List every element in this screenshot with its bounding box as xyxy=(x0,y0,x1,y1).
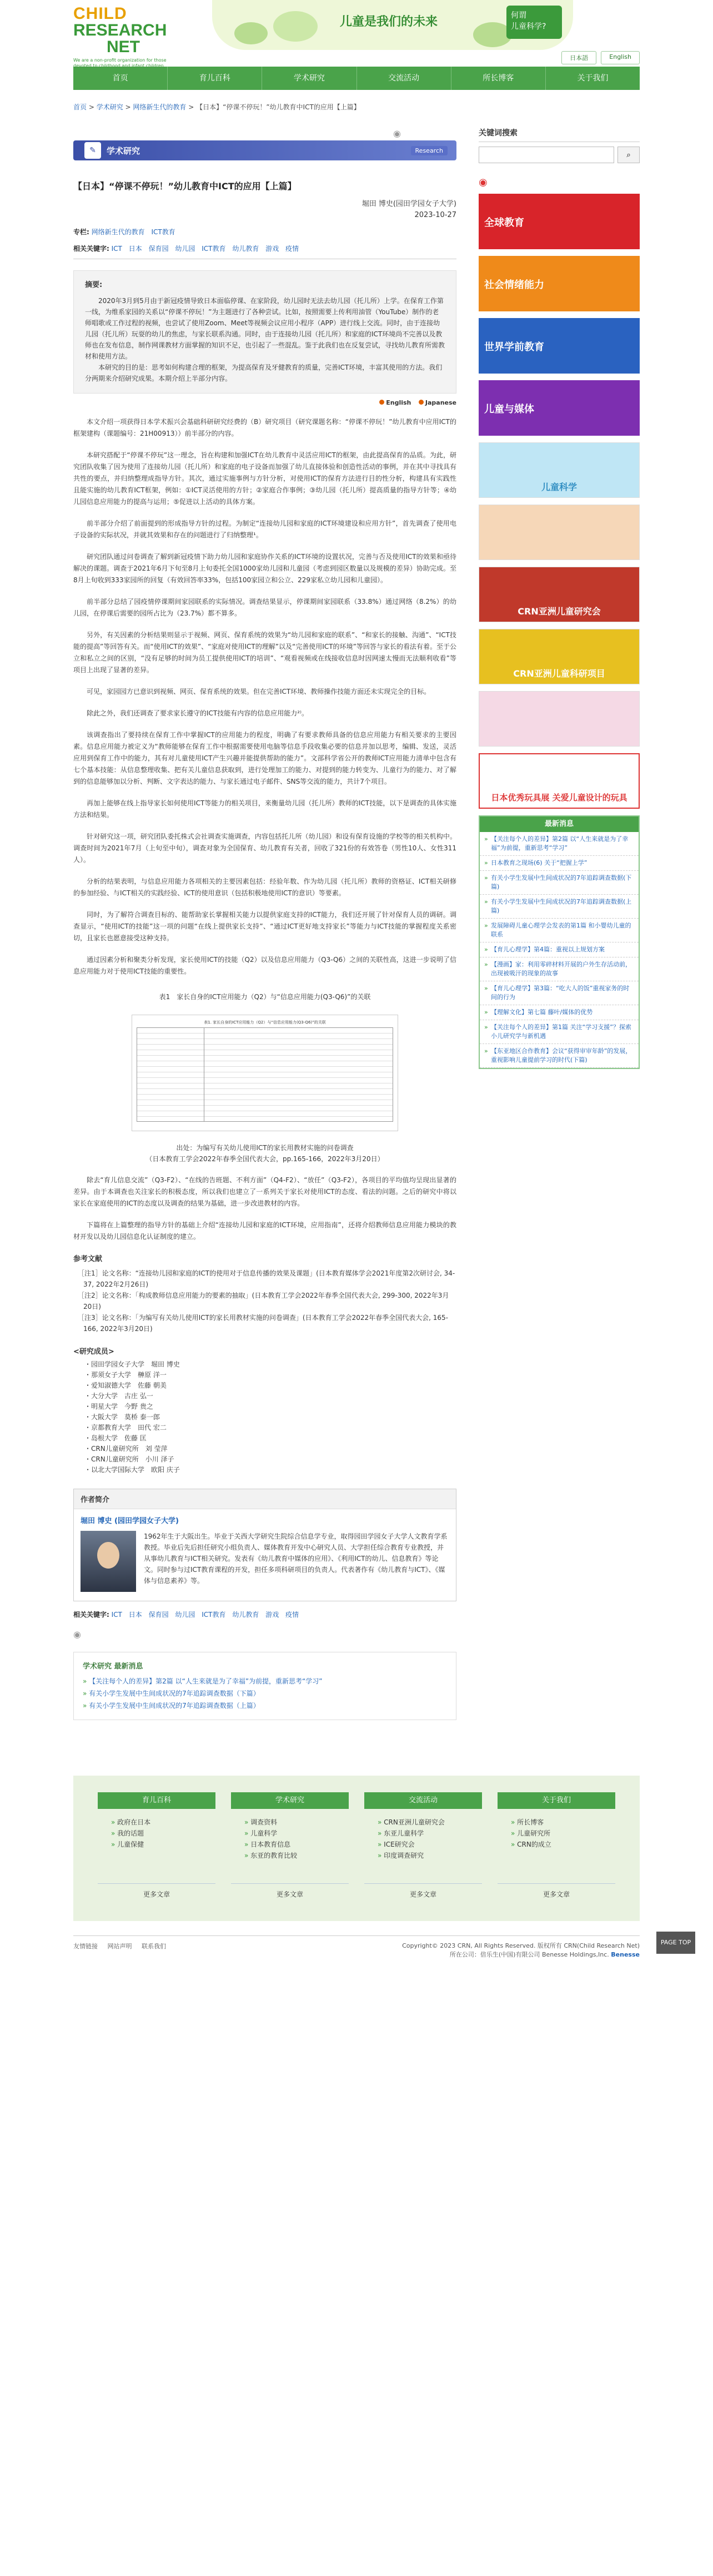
article-date: 2023-10-27 xyxy=(414,211,456,219)
bullet-icon xyxy=(379,400,384,405)
footer-link[interactable]: » 儿童保健 xyxy=(111,1839,215,1850)
article-main xyxy=(73,127,456,1720)
member-item: ・ 京都教育大学 田代 宏二 xyxy=(84,1423,456,1433)
table-grid xyxy=(137,1027,393,1122)
member-item: ・ 以北大学国际大学 欧阳 庆子 xyxy=(84,1465,456,1475)
author-profile xyxy=(73,1489,456,1601)
related-link[interactable]: » 有关小学生发展中生间成状况的7年追踪调查数据（下篇） xyxy=(83,1687,447,1700)
footer-bottom xyxy=(73,1935,640,1982)
article-keywords-bottom xyxy=(73,1609,456,1620)
japanese-version-link[interactable]: Japanese xyxy=(419,399,456,406)
breadcrumb-current: 【日本】“停课不停玩！”幼儿教育中ICT的应用【上篇】 xyxy=(196,103,360,111)
author-photo xyxy=(81,1531,136,1592)
footer-link[interactable]: » 政府在日本 xyxy=(111,1817,215,1828)
body-paragraph: 分析的结果表明，与信息应用能力各项相关的主要因素包括：经验年数、作为幼儿园（托儿所）教师的资格证、ICT相关研修的参加经验、与ICT相关的实践经验、ICT的使用意识（包括积极地使用ICT的意识）等要素。 xyxy=(73,878,456,897)
news-link[interactable]: » 【漫画】家：利用零碎材料开展的户外生存活动前，出现被吸汗的现象的故事 xyxy=(480,957,639,981)
source-line: 出处：为编写有关幼儿使用ICT的家长用教材实施的问卷调查 xyxy=(176,1144,354,1152)
copyright: Copyright© 2023 CRN, All Rights Reserved. 版权所有 CRN(Child Research Net) xyxy=(402,1942,640,1949)
banner-crn-asia-project[interactable] xyxy=(479,629,640,684)
keyword-link[interactable]: ICT教育 xyxy=(202,245,226,253)
nav-item-blog[interactable]: 所长博客 xyxy=(451,67,546,90)
english-version-link[interactable]: English xyxy=(379,399,411,406)
body-paragraph: 本研究搭配于“停课不停玩”这一理念，旨在构建和加强ICT在幼儿教育中灵活应用ICT的框架，由此提高保育的品质。为此，研究团队收集了因为使用了连接幼儿园（托儿所）和家庭的电子设备而加强了幼儿直接体验和创造性活动的事例，并在其中寻找具有共性的要点，并归纳整理成指导方针。其次，通过实施事例与方针分析，对使用ICT的保育方法进行目的性分析，构建具有实践性且能实施的幼儿教育ICT框架，例如：①ICT灵活使用的方针；②家庭合作事例；③幼儿园（托儿所）提高质量的指导方针等；④幼儿园信息应用能力的提高与运用；⑤促进以上活动的具体方案。 xyxy=(73,451,456,506)
news-link[interactable]: » 【关注每个人的差异】第1篇 关注“学习支援”？探索小儿研究学与新机遇 xyxy=(480,1020,639,1044)
news-link[interactable]: » 有关小学生发展中生间成状况的7年追踪调查数据(下篇) xyxy=(480,871,639,895)
footer-link[interactable]: » CRN亚洲儿童研究会 xyxy=(378,1817,482,1828)
table-image-title: 表1. 家长自身的ICT应用能力（Q2）与“信息应用能力(Q3-Q6)”的关联 xyxy=(204,1020,326,1025)
keyword-link[interactable]: 游戏 xyxy=(265,1611,279,1619)
table-caption: 表1 家长自身的ICT应用能力（Q2）与“信息应用能力(Q3-Q6)”的关联 xyxy=(159,993,371,1001)
table-source xyxy=(73,1142,456,1165)
what-is-child-science-button[interactable]: 何谓 儿童科学? xyxy=(506,6,562,39)
banner-label: CRN亚洲儿童科研项目 xyxy=(513,668,605,679)
news-link[interactable]: » 有关小学生发展中生间成状况的7年追踪调查数据(上篇) xyxy=(480,895,639,919)
keyword-link[interactable]: 日本 xyxy=(128,245,142,253)
related-news xyxy=(73,1652,456,1720)
footer-link[interactable]: » 我的话题 xyxy=(111,1828,215,1839)
footer-col-title[interactable]: 交流活动 xyxy=(364,1792,482,1809)
article-abstract xyxy=(73,270,456,394)
banner-label: 社会情绪能力 xyxy=(484,279,544,291)
abstract-paragraph: 本研究的目的是：思考如何构建合理的框架，为提高保育及牙健教育的质量，完善ICT环境，丰富其使用的方法。我们分两期来介绍研究成果。本期介绍上半部分内容。 xyxy=(85,364,443,382)
author-profile-title: 作者简介 xyxy=(74,1489,456,1509)
research-members xyxy=(73,1345,456,1475)
news-link[interactable]: » 发展障碍儿童心理学会发表的第1篇 和小婴幼儿童的联系 xyxy=(480,919,639,942)
site-logo[interactable] xyxy=(73,0,173,68)
footer-col-about xyxy=(498,1792,615,1899)
main-nav xyxy=(73,67,640,90)
related-link[interactable]: » 有关小学生发展中生间成状况的7年追踪调查数据（上篇） xyxy=(83,1700,447,1712)
footer-link[interactable]: » 印度调查研究 xyxy=(378,1850,482,1861)
header-slogan: 儿童是我们的未来 xyxy=(340,15,438,29)
footer-link[interactable]: » 东亚的教育比较 xyxy=(244,1850,349,1861)
footer-bottom-link[interactable]: 网站声明 xyxy=(107,1943,132,1950)
search-button[interactable] xyxy=(617,147,640,163)
benesse-logo[interactable]: Benesse xyxy=(611,1951,640,1958)
keyword-link[interactable]: 疫情 xyxy=(285,1611,299,1619)
footer-link[interactable]: » 儿童科学 xyxy=(244,1828,349,1839)
column-link[interactable]: 网络新生代的教育 xyxy=(91,228,145,236)
footer-link[interactable]: » 所长博客 xyxy=(511,1817,615,1828)
article-title: 【日本】“停课不停玩！”幼儿教育中ICT的应用【上篇】 xyxy=(73,181,297,191)
nav-item-research[interactable]: 学术研究 xyxy=(262,67,356,90)
keyword-link[interactable]: 游戏 xyxy=(265,245,279,253)
keyword-link[interactable]: 疫情 xyxy=(285,245,299,253)
footer-link[interactable]: » 日本教育信息 xyxy=(244,1839,349,1850)
lang-english-button[interactable]: English xyxy=(601,51,640,64)
column-link[interactable]: ICT教育 xyxy=(151,228,175,236)
logo-tagline: We are a non-profit organization for those devoted to childhood and infant children. xyxy=(73,58,167,68)
banner-label: 日本优秀玩具展 关爱儿童设计的玩具 xyxy=(491,793,627,803)
nav-item-parenting[interactable]: 育儿百科 xyxy=(168,67,262,90)
member-item: ・ 明星大学 今野 贵之 xyxy=(84,1402,456,1412)
footer-bottom-link[interactable]: 联系我们 xyxy=(142,1943,166,1950)
article-author: 堀田 博史(园田学园女子大学) xyxy=(361,200,456,208)
reference-item: ［注3］论文名称：「为编写有关幼儿使用ICT的家长用教材实施的问卷调查」(日本教育工学会2022年春季全国代表大会, 165-166, 2022年3月20日) xyxy=(78,1314,448,1333)
banner-world-preschool[interactable] xyxy=(479,318,640,374)
footer-col-events xyxy=(364,1792,482,1899)
article-body xyxy=(73,416,456,977)
banner-kids[interactable] xyxy=(479,691,640,747)
news-link[interactable]: » 【东亚地区合作教育】会议“获得审审年龄”的发展，重视影响儿童提前学习的时代(下篇) xyxy=(480,1044,639,1068)
body-paragraph: 该调查指出了要持续在保育工作中掌握ICT的应用能力的程度，明确了有要求教师具备的信息应用能力有相关要求的主要因素。信息应用能力被定义为“教师能够在保育工作中根据需要使用电脑等信息手段收集必要的信息并加以思考，编辑、发送，灵活应用到保育工作中的能力，其有对儿童使用ICT产生兴趣并能提供帮助的能力”。文部科学省公开的教师ICT应用能力清单中包含有七个基本技能：从信息整理收集、把有关儿童信息获取到，进行处理加工的能力、对提到的能力转变为、儿童行为的能力、对了解到的信息能够加以分析、判断、文字表达的能力、与家长通过电子邮件、SNS等交流的能力，共计7个项目。 xyxy=(73,731,456,785)
company-info: 所在公司：倍乐生(中国)有限公司 Benesse Holdings,Inc. xyxy=(449,1951,609,1958)
sidebar xyxy=(479,127,640,1720)
banner-label: 全球教育 xyxy=(484,217,524,229)
keyword-link[interactable]: ICT xyxy=(111,245,122,253)
body-paragraph: 研究团队通过问卷调查了解到新冠疫情下助力幼儿园和家庭协作关系的ICT环境的设置状况，完善与否及使用ICT的效果和亟待解决的课题。调查于2021年6月下旬至8月上旬委托全国1000家幼儿园和儿童园（考虑到园区数量以及规模的差异）协助完成。至8月上旬收到333家园所的回复（有效回答率33%，包括100家园立和公立、229家私立幼儿园和儿童园）。 xyxy=(73,553,456,584)
footer-more-link[interactable]: 更多文章 xyxy=(98,1883,215,1899)
member-item: ・ 爱知淑德大学 佐藤 朝美 xyxy=(84,1380,456,1391)
banner-social-emotional[interactable] xyxy=(479,256,640,311)
member-item: ・ CRN儿童研究所 小川 泽子 xyxy=(84,1454,456,1465)
tree-illustration xyxy=(234,22,268,44)
body-paragraph: 通过因素分析和聚类分析发现，家长使用ICT的技能（Q2）以及信息应用能力（Q3-Q6）之间的关联性高，这进一步说明了信息应用能力对于使用ICT技能的重要性。 xyxy=(73,956,456,975)
footer-col-title[interactable]: 育儿百科 xyxy=(98,1792,215,1809)
keyword-link[interactable]: 保育园 xyxy=(148,245,169,253)
breadcrumb-home[interactable]: 首页 xyxy=(73,103,87,111)
search-icon: ⌕ xyxy=(626,150,631,159)
table-image[interactable] xyxy=(132,1015,398,1131)
research-icon: ✎ xyxy=(84,142,101,159)
reference-item: ［注2］论文名称：「构成教师信息应用能力的要素的抽取」(日本教育工学会2022年春季全国代表大会, 299-300, 2022年3月20日) xyxy=(78,1292,449,1310)
body-paragraph: 可见，家园园方已意识到视频、网页、保育系统的效果。但在完善ICT环境、教师操作技能方面还未实现完全的目标。 xyxy=(87,688,431,695)
author-description: 1962年生于大阪出生。毕业于关西大学研究生院综合信息学专业，取得园田学园女子大学人文教育学系教授。毕业后先后担任研究小组负责人、媒体教育开发中心研究人员、大学担任综合教育专业教授，并从事幼儿教育与ICT相关研究。发表有《幼儿教育中媒体的应用》、《利用ICT的幼儿、信息教育》等论文。同时参与过ICT教育课程的开发，担任多项科研项目的负责人。代表著作有《幼儿教育与ICT》、《媒体与信息素养》等。 xyxy=(144,1533,448,1585)
body-paragraph: 针对研究这一项，研究团队委托株式会社调查实施调查，内容包括托儿所（幼儿园）和设有保育设施的学校等的相关机构中。调查时间为2021年7月（上旬至中旬），调查对象为全国保育、幼儿教育有关者，回收了321份的有效答卷（男性10人、女性311人）。 xyxy=(73,833,456,864)
body-paragraph: 下篇将在上篇整理的指导方针的基础上介绍“连接幼儿园和家庭的ICT环境，应用指南”，还将介绍教师信息应用能力模块的教材开发以及幼儿园信息化认证制度的建立。 xyxy=(73,1221,456,1241)
nav-item-about[interactable]: 关于我们 xyxy=(577,74,609,83)
tree-illustration xyxy=(273,11,318,42)
logo-line-2: RESEARCH xyxy=(73,21,167,39)
weibo-icon[interactable]: ◉ xyxy=(479,177,488,188)
footer-col-title[interactable]: 学术研究 xyxy=(231,1792,349,1809)
footer-link[interactable]: » ICE研究会 xyxy=(378,1839,482,1850)
member-item: ・ CRN儿童研究所 刘 莹萍 xyxy=(84,1444,456,1454)
breadcrumb-column[interactable]: 网络新生代的教育 xyxy=(133,103,187,111)
breadcrumb: 首页 > 学术研究 > 网络新生代的教育 > 【日本】“停课不停玩！”幼儿教育中ICT的应用【上篇】 xyxy=(73,103,360,111)
footer-bottom-link[interactable]: 友情链接 xyxy=(73,1943,98,1950)
page-top-button[interactable]: PAGE TOP xyxy=(656,1932,695,1954)
source-line: （日本教育工学会2022年春季全国代表大会，pp.165-166，2022年3月20日） xyxy=(145,1155,384,1163)
breadcrumb-research[interactable]: 学术研究 xyxy=(96,103,123,111)
banner-crn-asia[interactable] xyxy=(479,567,640,622)
reference-item: ［注1］论文名称：“连接幼儿园和家庭的ICT的使用对于信息传播的效果及课题」(日本教育媒体学会2021年度第2次研讨会, 34-37, 2022年2月26日) xyxy=(78,1269,455,1288)
news-link[interactable]: » 日本教育之现场(6) 关于“把握上学” xyxy=(480,856,639,871)
keyword-link[interactable]: 日本 xyxy=(128,1611,142,1619)
banner-label: 世界学前教育 xyxy=(484,341,544,353)
banner-global-education[interactable] xyxy=(479,194,640,249)
section-header xyxy=(73,140,456,160)
logo-line-3: NET xyxy=(107,38,140,56)
site-header xyxy=(73,0,640,67)
banner-label: 儿童与媒体 xyxy=(484,404,534,415)
banner-children-media[interactable] xyxy=(479,380,640,436)
abstract-paragraph: 2020年3月到5月由于新冠疫情导致日本面临停课、在家阶段，幼儿园时无法去幼儿园（托儿所）上学。在保育工作第一线，为维系家园的关系以“停课不停玩！”为主题进行了各种尝试。比如，按照需要上传利用油管（YouTube）制作的老师唱歌或工作过程的视频，也尝试了使用Zoom、Meet等视频会议应用小程序（APP）进行线上交流。同时，由于连接幼儿园（托儿所）玩耍的幼儿的焦虑，与家长联系沟通。同时，由于连接幼儿园（托儿所）和家庭的ICT环境尚不完善以及教师也在发布信息，制作网课教材方面掌握的知识不足，也引起了一些混乱。鉴于此我们也在反复尝试，寻找幼儿教育所需教材和使用方法。 xyxy=(85,297,445,360)
nav-item-events[interactable]: 交流活动 xyxy=(357,67,451,90)
footer-col-title[interactable]: 关于我们 xyxy=(498,1792,615,1809)
banner-photo[interactable] xyxy=(479,505,640,560)
keyword-link[interactable]: 幼儿园 xyxy=(175,245,195,253)
news-link[interactable]: » 【育儿心理学】第3篇：“吃大人的饭”重视家务的时间的行为 xyxy=(480,981,639,1005)
member-item: ・ 园田学园女子大学 堀田 博史 xyxy=(84,1359,456,1370)
keyword-link[interactable]: 幼儿园 xyxy=(175,1611,195,1619)
member-item: ・ 岛根大学 佐藤 匡 xyxy=(84,1433,456,1444)
nav-item-home[interactable]: 首页 xyxy=(73,67,168,90)
body-paragraph: 除去“育儿信息交流”（Q3-F2）、“在线的告班题、不利方面”（Q4-F2）、“放任”（Q3-F2），各项目的平均值均呈现出显著的差异。由于本调查也关注家长的积极态度，所以我们也建立了一系列关于家长对使用ICT的态度、看法的问题。之后的研究中将以家长在家庭使用的ICT的态度以及调查的结果为基础，进一步改进教材的内容。 xyxy=(73,1176,456,1207)
search-label: 关键词搜索 xyxy=(479,129,518,138)
members-title: <研究成员> xyxy=(73,1348,114,1356)
footer-link[interactable]: » CRN的成立 xyxy=(511,1839,615,1850)
author-profile-name[interactable]: 堀田 博史 (园田学园女子大学) xyxy=(81,1517,179,1525)
related-link[interactable]: » 【关注每个人的差异】第2篇 以“人生来就是为了幸福”为前提，重新思考“学习” xyxy=(83,1675,447,1687)
section-title: 学术研究 xyxy=(107,145,140,156)
keyword-link[interactable]: ICT xyxy=(111,1611,122,1619)
body-paragraph: 再加上能够在线上指导家长如何使用ICT等能力的相关项目，来衡量幼儿园（托儿所）教师的ICT技能，以下是调查的具体实施方法和结果。 xyxy=(73,799,456,819)
section-english-label: Research xyxy=(411,146,448,155)
article-columns xyxy=(73,226,456,238)
member-item: ・ 大分大学 古庄 弘一 xyxy=(84,1391,456,1402)
keyword-link[interactable]: 幼儿教育 xyxy=(232,245,259,253)
bullet-icon xyxy=(419,400,424,405)
banner-toy-award[interactable] xyxy=(479,753,640,809)
keywords-label: 相关关键字: xyxy=(73,245,109,253)
body-paragraph: 另外，有关因素的分析结果则显示于视频、网页、保育系统的效果为“幼儿园和家庭的联系”、“和家长的接触、沟通”、“ICT技能的提高”等回答有关。而“使用ICT的效果”、“家庭对使用ICT的理解”以及“完善使用ICT的环境”等回答与家长的看法有着。至于公立和私立之间的区别，“没有足够的时间为员工提供使用ICT的培训”、“观看视频或在线接收信息时因网速太慢而无法顺利收看”等项目上出现了显著的差异。 xyxy=(73,631,456,674)
footer-more-link[interactable]: 更多文章 xyxy=(364,1883,482,1899)
keywords-label: 相关关键字: xyxy=(73,1611,109,1619)
article-keywords xyxy=(73,243,456,254)
news-link[interactable]: » 【关注每个人的差异】第2篇 以“人生来就是为了幸福”为前提，重新思考“学习” xyxy=(480,832,639,856)
columns-label: 专栏: xyxy=(73,228,89,236)
weibo-share-icon[interactable]: ◉ xyxy=(73,1629,81,1640)
member-item: ・ 大阪大学 莫桥 泰一郎 xyxy=(84,1412,456,1423)
banner-child-science[interactable] xyxy=(479,442,640,498)
news-title: 最新消息 xyxy=(480,816,639,832)
references xyxy=(73,1253,456,1334)
news-link[interactable]: » 【理解文化】第七篇 藤叶/媒体的优势 xyxy=(480,1005,639,1020)
banner-label: 儿童科学 xyxy=(541,482,577,492)
body-paragraph: 除此之外，我们还调查了要求家长遵守的ICT技能有内容的信息应用能力²⁾。 xyxy=(87,709,309,717)
footer-more-link[interactable]: 更多文章 xyxy=(231,1883,349,1899)
footer-col-research xyxy=(231,1792,349,1899)
keyword-link[interactable]: 保育园 xyxy=(148,1611,169,1619)
article-language-links xyxy=(73,399,456,406)
keyword-search xyxy=(479,142,640,163)
related-title: 学术研究 最新消息 xyxy=(83,1662,143,1671)
body-paragraph: 本文介绍一项获得日本学术振兴会基础科研研究经费的（B）研究项目（研究课题名称：“停课不停玩！”幼儿教育中应用ICT的框架建构（课题编号：21H00913））前半部分的内容。 xyxy=(73,418,456,437)
abstract-title: 摘要: xyxy=(85,281,103,289)
weibo-share-icon[interactable]: ◉ xyxy=(393,128,401,139)
member-item: ・ 那须女子大学 榊原 洋一 xyxy=(84,1370,456,1380)
body-paragraph: 同时，为了解符合调查目标的、能帮助家长掌握相关能力以提供家庭支持的ICT能力，我们还开展了针对保育人员的调研。调查显示，“使用ICT的技能”这一项的问题“在线上提供家长支持”、“通过ICT更好地支持家长”等能力与ICT技能的掌握程度关系密切，且家长也愿意接受这种支持。 xyxy=(73,911,456,942)
banner-label: CRN亚洲儿童研究会 xyxy=(518,606,601,617)
lang-japanese-button[interactable]: 日本語 xyxy=(561,51,596,64)
keyword-link[interactable]: ICT教育 xyxy=(202,1611,226,1619)
footer-col-parenting xyxy=(98,1792,215,1899)
body-paragraph: 前半部分总结了园疫情停课期间家园联系的实际情况。调查结果显示，停课期间家园联系（33.8%）通过网络（8.2%）的幼儿园，在停课后需要的园所占比为（23.7%）都不算多。 xyxy=(73,598,456,617)
language-switcher xyxy=(561,51,640,64)
news-link[interactable]: » 【育儿心理学】第4篇：重视以上规划方案 xyxy=(480,942,639,957)
footer-link[interactable]: » 儿童研究所 xyxy=(511,1828,615,1839)
footer-link[interactable]: » 东亚儿童科学 xyxy=(378,1828,482,1839)
footer-links xyxy=(73,1776,640,1921)
body-paragraph: 前半部分介绍了前面提到的形成指导方针的过程。为制定“连接幼儿园和家庭的ICT环境建设和应用方针”，首先调查了使用电子设备的实际状况，并就其效果和存在的问题进行了归纳整理¹。 xyxy=(73,520,456,539)
footer-more-link[interactable]: 更多文章 xyxy=(498,1883,615,1899)
keyword-link[interactable]: 幼儿教育 xyxy=(232,1611,259,1619)
footer-link[interactable]: » 调查资料 xyxy=(244,1817,349,1828)
logo-line-1: CHILD xyxy=(73,4,127,23)
latest-news xyxy=(479,815,640,1069)
search-input[interactable] xyxy=(479,147,614,163)
references-title: 参考文献 xyxy=(73,1255,103,1263)
